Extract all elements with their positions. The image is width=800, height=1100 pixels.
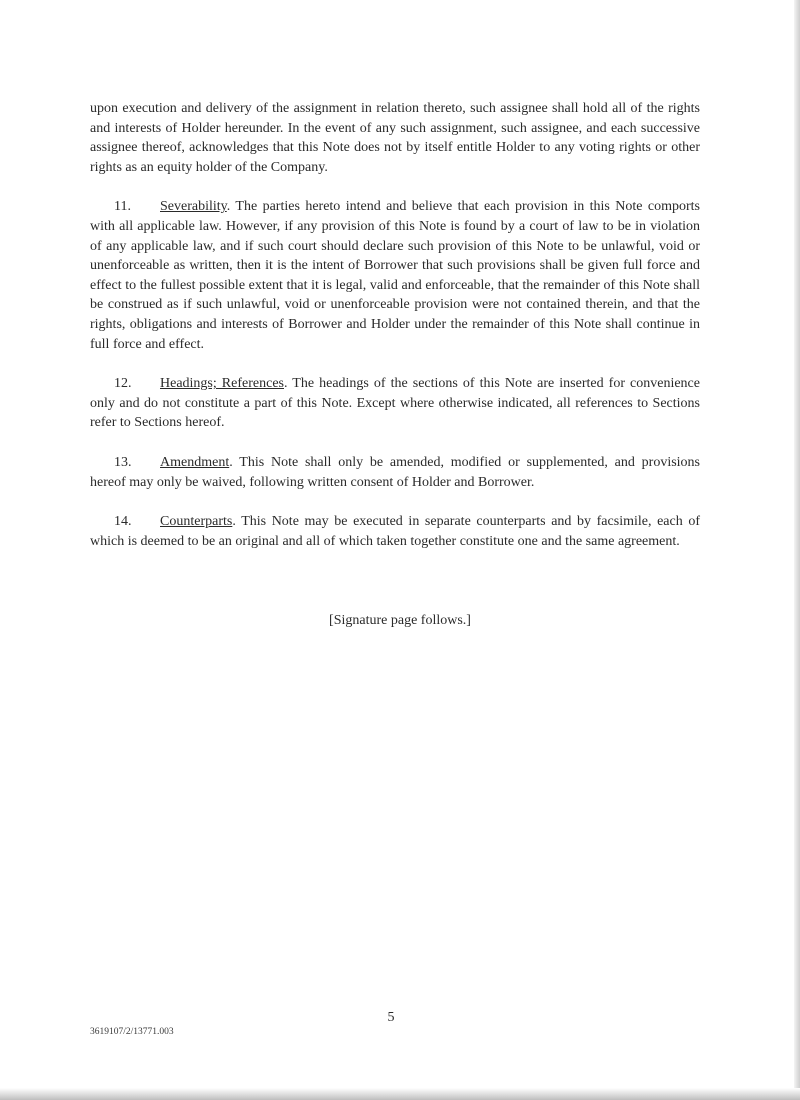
section-number: 13.	[114, 454, 132, 470]
section-12-headings-references	[90, 374, 700, 433]
section-heading: Headings; References	[160, 376, 284, 392]
page-edge-shadow	[794, 0, 800, 1100]
section-heading: Amendment	[160, 454, 230, 470]
section-number: 11.	[114, 199, 131, 215]
section-text: . This Note may be executed in separate counterparts and by facsimile, each of which is deemed to be an original and all of which taken together constitute one and the same agreement.	[90, 514, 700, 549]
page-bottom-edge	[0, 1088, 800, 1100]
section-heading: Severability	[160, 199, 227, 215]
section-text: . This Note shall only be amended, modified or supplemented, and provisions hereof may only be waived, following written consent of Holder and Borrower.	[90, 454, 700, 490]
document-body	[90, 99, 700, 571]
section-text: . The parties hereto intend and believe that each provision in this Note comports with all applicable law. However, if any provision of this Note is found by a court of law to be in violation of any applicable law, and if such court should declare such provision of this Note to be unlawful, void or unenforceable as written, then it is the intent of Borrower that such provisions shall be given full force and effect to the fullest possible extent that it is legal, valid and enforceable, that the remainder of this Note shall be construed as if such unlawful, void or unenforceable provision were not contained therein, and that the rights, obligations and interests of Borrower and Holder under the remainder of this Note shall continue in full force and effect.	[90, 199, 700, 352]
section-heading: Counterparts	[160, 514, 233, 530]
section-text: . The headings of the sections of this Note are inserted for convenience only and do not constitute a part of this Note. Except where otherwise indicated, all references to Sections refer to Sections hereof.	[90, 376, 700, 431]
intro-paragraph: upon execution and delivery of the assignment in relation thereto, such assignee shall hold all of the rights and interests of Holder hereunder. In the event of any such assignment, such assignee, and each successive assignee thereof, acknowledges that this Note does not by itself entitle Holder to any voting rights or other rights as an equity holder of the Company.	[90, 101, 700, 175]
section-number: 14.	[114, 514, 132, 530]
section-13-amendment	[90, 453, 700, 492]
document-id: 3619107/2/13771.003	[90, 1027, 174, 1037]
signature-page-note: [Signature page follows.]	[329, 613, 471, 628]
section-number: 12.	[114, 376, 132, 392]
section-11-severability	[90, 197, 700, 354]
page-number: 5	[387, 1010, 395, 1025]
section-14-counterparts	[90, 512, 700, 551]
